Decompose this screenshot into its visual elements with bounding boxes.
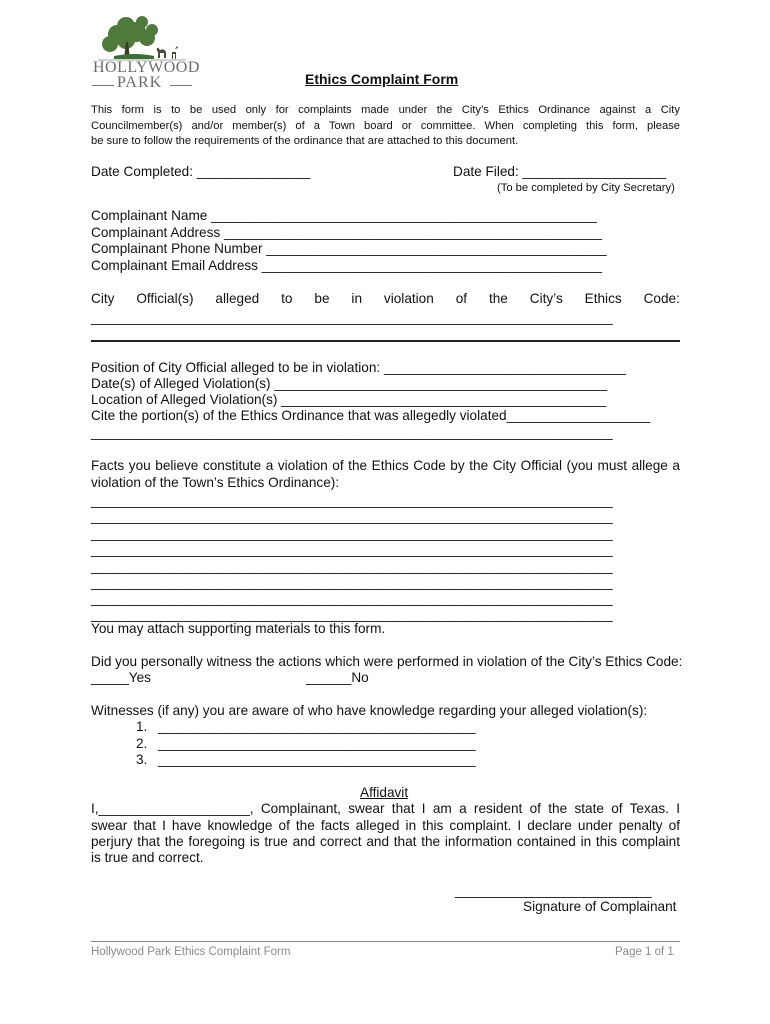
witness-number-1: 1. <box>136 719 148 734</box>
facts-blank-1[interactable]: _____________________________________________________________________ <box>91 493 613 508</box>
signature-blank[interactable]: __________________________ <box>455 883 652 898</box>
no-option[interactable]: ______No <box>306 670 369 685</box>
complainant-address-field[interactable]: Complainant Address __________________________________________________ <box>91 225 602 240</box>
witness-number-2: 2. <box>136 736 148 751</box>
affidavit-line-2: swear that I have knowledge of the facts alleged in this complaint. I declare under penalty of <box>91 818 680 833</box>
date-filed-field[interactable]: Date Filed: ___________________ <box>453 164 667 179</box>
logo-line2: PARK <box>117 74 163 91</box>
attach-note: You may attach supporting materials to this form. <box>91 621 386 636</box>
witness-blank-2[interactable]: __________________________________________ <box>158 736 476 751</box>
witness-question: Did you personally witness the actions which were performed in violation of the City’s Ethics Code: <box>91 654 683 669</box>
date-completed-field[interactable]: Date Completed: _______________ <box>91 164 311 179</box>
witness-blank-1[interactable]: __________________________________________ <box>158 719 476 734</box>
logo-rule-right <box>170 85 192 86</box>
official-word: City’s <box>529 291 563 306</box>
official-word: Ethics <box>584 291 622 306</box>
facts-blank-2[interactable]: _____________________________________________________________________ <box>91 509 613 524</box>
affidavit-line-1: I,____________________, Complainant, swear that I am a resident of the state of Texas. I <box>91 801 680 816</box>
witness-number-3: 3. <box>136 752 148 767</box>
official-word: Official(s) <box>136 291 194 306</box>
intro-line-2: Councilmember(s) and/or member(s) of a Town board or committee. When completing this form, please <box>91 120 680 132</box>
facts-blank-4[interactable]: _____________________________________________________________________ <box>91 542 613 557</box>
official-word: City <box>91 291 115 306</box>
witnesses-label: Witnesses (if any) you are aware of who have knowledge regarding your alleged violation(s): <box>91 703 648 718</box>
dates-violation-field[interactable]: Date(s) of Alleged Violation(s) ____________________________________________ <box>91 376 608 391</box>
official-word: of <box>455 291 468 306</box>
facts-blank-6[interactable]: _____________________________________________________________________ <box>91 575 613 590</box>
footer-rule <box>91 941 680 942</box>
official-word: in <box>351 291 363 306</box>
facts-blank-8[interactable]: _____________________________________________________________________ <box>91 607 613 622</box>
cite-blank-field[interactable]: _____________________________________________________________________ <box>91 425 613 440</box>
official-blank-field[interactable]: _____________________________________________________________________ <box>91 310 613 325</box>
intro-line-1: This form is to be used only for complaints made under the City’s Ethics Ordinance against a City <box>91 104 680 116</box>
date-filed-note: (To be completed by City Secretary) <box>497 182 675 194</box>
location-violation-field[interactable]: Location of Alleged Violation(s) ___________________________________________ <box>91 392 607 407</box>
affidavit-title: Affidavit <box>360 785 409 800</box>
official-word: be <box>314 291 330 306</box>
facts-blank-7[interactable]: _____________________________________________________________________ <box>91 591 613 606</box>
official-word: to <box>281 291 293 306</box>
official-line <box>91 291 680 307</box>
position-field[interactable]: Position of City Official alleged to be in violation: ________________________________ <box>91 360 626 375</box>
affidavit-line-3: perjury that the foregoing is true and correct and that the information contained in this complaint <box>91 834 680 849</box>
footer-page-number: Page 1 of 1 <box>615 946 674 958</box>
facts-line-1: Facts you believe constitute a violation of the Ethics Code by the City Official (you must allege a <box>91 458 680 473</box>
affidavit-line-4: is true and correct. <box>91 850 204 865</box>
official-word: the <box>488 291 508 306</box>
footer-left: Hollywood Park Ethics Complaint Form <box>91 946 291 958</box>
official-word: violation <box>383 291 434 306</box>
logo-rule-left <box>92 85 114 86</box>
section-divider <box>91 340 680 342</box>
form-title: Ethics Complaint Form <box>305 71 459 87</box>
yes-option[interactable]: _____Yes <box>91 670 151 685</box>
complainant-email-field[interactable]: Complainant Email Address _____________________________________________ <box>91 258 602 273</box>
witness-blank-3[interactable]: __________________________________________ <box>158 752 476 767</box>
intro-line-3: be sure to follow the requirements of the ordinance that are attached to this document. <box>91 135 519 147</box>
logo <box>90 12 200 94</box>
facts-line-2: violation of the Town’s Ethics Ordinance): <box>91 475 340 490</box>
facts-blank-3[interactable]: _____________________________________________________________________ <box>91 526 613 541</box>
official-word: alleged <box>215 291 260 306</box>
signature-label: Signature of Complainant <box>523 899 677 914</box>
complainant-phone-field[interactable]: Complainant Phone Number _____________________________________________ <box>91 241 607 256</box>
official-word: Code: <box>643 291 680 306</box>
cite-portion-field[interactable]: Cite the portion(s) of the Ethics Ordinance that was allegedly violated___________________ <box>91 408 651 423</box>
facts-blank-5[interactable]: _____________________________________________________________________ <box>91 559 613 574</box>
complainant-name-field[interactable]: Complainant Name ___________________________________________________ <box>91 208 597 223</box>
logo-line1: HOLLYWOOD <box>93 59 200 76</box>
